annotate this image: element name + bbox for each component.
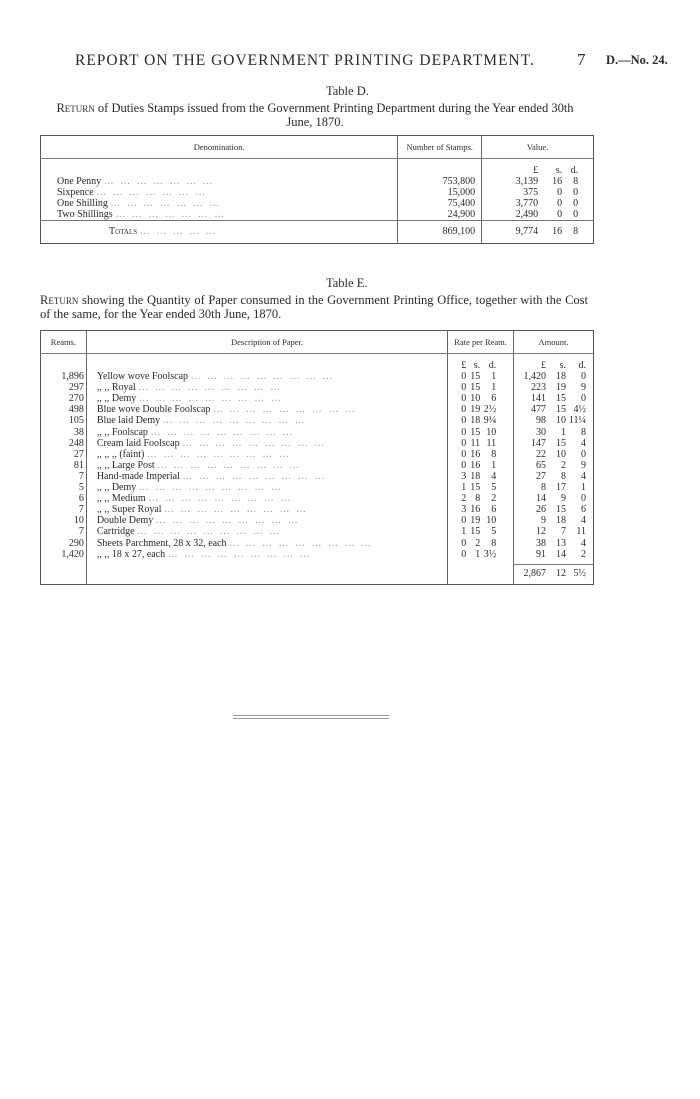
rate-pence: 5: [491, 526, 497, 538]
rate-shillings: 18: [470, 470, 481, 482]
paper-description: Double Demy: [96, 515, 154, 527]
pence: 0: [573, 198, 579, 210]
paper-description: ,, ,, Super Royal: [96, 504, 162, 516]
table-row: One Shilling … … … … … … … 75,400 3,770 0 0: [41, 198, 594, 209]
reams-cell: 7: [78, 526, 84, 538]
rate-shillings: 15: [470, 382, 481, 394]
rate-pounds: 0: [461, 393, 467, 405]
rate-pounds: 0: [461, 448, 467, 460]
rate-pence: 1: [491, 459, 497, 471]
table-row: Sixpence … … … … … … … 15,000 375 0 0: [41, 187, 594, 198]
reams-cell: 81: [73, 459, 84, 471]
rate-pounds: 1: [461, 526, 467, 538]
table-row: Two Shillings … … … … … … … 24,900 2,490 0 0: [41, 209, 594, 221]
unit-pounds: £: [533, 165, 539, 176]
totals-label: Totals: [109, 226, 138, 238]
rate-pounds: 2: [461, 493, 467, 505]
amount-pounds: 26: [536, 504, 547, 516]
table-e-caption: Table E.: [326, 276, 368, 290]
paper-description: Cream laid Foolscap: [96, 437, 180, 449]
unit-pence: d.: [488, 360, 497, 371]
row-number: 15,000: [398, 187, 482, 198]
pence: 0: [573, 187, 579, 199]
rate-pence: 5: [491, 482, 497, 494]
amount-pence: 0: [581, 448, 587, 460]
reams-cell: 270: [68, 393, 84, 405]
rate-pence: 2: [491, 493, 497, 505]
pence: 8: [573, 176, 579, 188]
total-row: [41, 565, 594, 585]
rate-pence: 2½: [483, 404, 497, 416]
page-number: 7: [577, 50, 586, 69]
rate-pence: 6: [491, 504, 497, 516]
amount-pence: 4: [581, 470, 587, 482]
amount-shillings: 10: [556, 415, 567, 427]
unit-shillings: s.: [473, 360, 481, 371]
amount-pounds: 477: [531, 404, 547, 416]
paper-description: Cartridge: [96, 526, 135, 538]
rate-shillings: 16: [470, 459, 481, 471]
row-number: 75,400: [398, 198, 482, 209]
table-d-intro-text: of Duties Stamps issued from the Government Printing Department during the Year ended 30th June, 1870.: [97, 101, 574, 129]
amount-shillings: 18: [556, 371, 567, 383]
reams-cell: 10: [73, 515, 84, 527]
pounds: 2,490: [515, 209, 539, 221]
table-e-body: [41, 371, 594, 560]
row-label: Sixpence: [57, 187, 94, 199]
pence: 8: [573, 226, 579, 238]
unit-pence: d.: [578, 360, 587, 371]
amount-shillings: 8: [561, 470, 567, 482]
amount-shillings: 18: [556, 515, 567, 527]
rate-pence: 3½: [483, 548, 497, 560]
reams-cell: 1,896: [61, 371, 84, 383]
table-d-intro: [52, 101, 578, 129]
reams-cell: 6: [78, 493, 84, 505]
paper-description: ,, ,, Royal: [96, 382, 136, 394]
amount-pence: 0: [581, 493, 587, 505]
table-e-intro-lead: Return: [40, 293, 79, 307]
rate-pence: 1: [491, 382, 497, 394]
table-e-header-reams: Reams.: [41, 331, 87, 354]
rate-shillings: 16: [470, 504, 481, 516]
amount-pounds: 38: [536, 537, 547, 549]
amount-shillings: 14: [556, 548, 567, 560]
rate-pence: 10: [486, 515, 497, 527]
amount-pence: 0: [581, 371, 587, 383]
table-row: 290 Sheets Parchment, 28 x 32, each … … … … … … … … … 0 2 8 38 13 4: [41, 538, 594, 549]
paper-description: Yellow wove Foolscap: [96, 371, 189, 383]
table-row: 297 ,, ,, Royal … … … … … … … … … 0 15 1 223 19 9: [41, 382, 594, 393]
rate-shillings: 15: [470, 426, 481, 438]
table-d-header-denomination: Denomination.: [41, 136, 398, 159]
row-label: One Shilling: [57, 198, 108, 210]
rate-shillings: 15: [470, 526, 481, 538]
amount-pence: 4: [581, 437, 587, 449]
rate-pounds: 0: [461, 548, 467, 560]
table-row: 81 ,, ,, Large Post … … … … … … … … … 0 16 1 65 2 9: [41, 460, 594, 471]
shillings: 0: [557, 209, 563, 221]
amount-pounds: 14: [536, 493, 547, 505]
pence: 5½: [573, 568, 587, 580]
pence: 0: [573, 209, 579, 221]
rate-pounds: 3: [461, 504, 467, 516]
amount-pence: 4: [581, 515, 587, 527]
reams-cell: 297: [68, 382, 84, 394]
amount-shillings: 1: [561, 426, 567, 438]
amount-pounds: 147: [531, 437, 547, 449]
table-row: 498 Blue wove Double Foolscap … … … … … … … … … 0 19 2½ 477 15 4½: [41, 404, 594, 415]
reams-cell: 105: [68, 415, 84, 427]
rate-shillings: 15: [470, 371, 481, 383]
pounds: 3,139: [515, 176, 539, 188]
rate-pence: 8: [491, 537, 497, 549]
totals-row: Totals … … … … … 869,100 9,774 16 8: [41, 221, 594, 243]
rate-shillings: 16: [470, 448, 481, 460]
reams-cell: 27: [73, 448, 84, 460]
reams-cell: 290: [68, 537, 84, 549]
rate-pounds: 0: [461, 437, 467, 449]
paper-description: ,, ,, Demy: [96, 393, 137, 405]
reams-cell: 1,420: [61, 548, 84, 560]
paper-description: Sheets Parchment, 28 x 32, each: [96, 537, 227, 549]
rate-pounds: 0: [461, 537, 467, 549]
rate-pounds: 0: [461, 415, 467, 427]
reams-cell: 248: [68, 437, 84, 449]
amount-pence: 9: [581, 382, 587, 394]
row-label: One Penny: [57, 176, 102, 188]
rate-shillings: 2: [475, 537, 481, 549]
table-e: [40, 330, 594, 585]
paper-description: ,, ,, ,, (faint): [96, 448, 145, 460]
amount-pence: 4½: [573, 404, 587, 416]
amount-shillings: 19: [556, 382, 567, 394]
rate-pence: 9¼: [483, 415, 497, 427]
table-row: 1,896 Yellow wove Foolscap … … … … … … … … … 0 15 1 1,420 18 0: [41, 371, 594, 382]
table-d-header-number: Number of Stamps.: [398, 136, 482, 159]
paper-description: ,, ,, Large Post: [96, 459, 155, 471]
rate-shillings: 19: [470, 404, 481, 416]
rate-pence: 4: [491, 470, 497, 482]
amount-shillings: 15: [556, 393, 567, 405]
shillings: 12: [556, 568, 567, 580]
shillings: 0: [557, 187, 563, 199]
unit-pounds: £: [541, 360, 547, 371]
table-row: 10 Double Demy … … … … … … … … … 0 19 10 9 18 4: [41, 515, 594, 526]
reams-cell: 7: [78, 470, 84, 482]
amount-pounds: 91: [536, 548, 547, 560]
rate-pounds: 0: [461, 371, 467, 383]
reams-cell: 5: [78, 482, 84, 494]
unit-pounds: £: [461, 360, 467, 371]
rate-shillings: 18: [470, 415, 481, 427]
amount-pence: 8: [581, 426, 587, 438]
amount-pence: 11: [576, 526, 587, 538]
amount-shillings: 9: [561, 493, 567, 505]
unit-shillings: s.: [559, 360, 567, 371]
table-d: [40, 135, 594, 244]
pounds: 9,774: [515, 226, 539, 238]
amount-pence: 0: [581, 393, 587, 405]
shillings: 16: [552, 176, 563, 188]
table-row: 270 ,, ,, Demy … … … … … … … … … 0 10 6 141 15 0: [41, 393, 594, 404]
amount-shillings: 7: [561, 526, 567, 538]
table-row: 248 Cream laid Foolscap … … … … … … … … … 0 11 11 147 15 4: [41, 438, 594, 449]
amount-shillings: 17: [556, 482, 567, 494]
rate-pounds: 0: [461, 404, 467, 416]
rate-shillings: 11: [470, 437, 481, 449]
rate-pounds: 0: [461, 382, 467, 394]
amount-shillings: 10: [556, 448, 567, 460]
table-d-intro-lead: Return: [56, 101, 95, 115]
rate-shillings: 8: [475, 493, 481, 505]
reams-cell: 498: [68, 404, 84, 416]
table-row: 27 ,, ,, ,, (faint) … … … … … … … … … 0 16 8 22 10 0: [41, 449, 594, 460]
row-label: Two Shillings: [57, 209, 113, 221]
table-d-caption: Table D.: [326, 84, 369, 98]
amount-pence: 4: [581, 537, 587, 549]
rate-pounds: 3: [461, 470, 467, 482]
rate-shillings: 19: [470, 515, 481, 527]
pounds: 375: [523, 187, 539, 199]
row-number: 753,800: [398, 176, 482, 187]
amount-pounds: 30: [536, 426, 547, 438]
table-row: One Penny … … … … … … … 753,800 3,139 16 8: [41, 176, 594, 187]
rate-pence: 1: [491, 371, 497, 383]
pounds: 3,770: [515, 198, 539, 210]
table-d-header-value: Value.: [482, 136, 594, 159]
amount-pounds: 98: [536, 415, 547, 427]
document-number: D.—No. 24.: [606, 53, 668, 67]
paper-description: ,, ,, Medium: [96, 493, 146, 505]
amount-pence: 1: [581, 482, 587, 494]
amount-pounds: 141: [531, 393, 547, 405]
rate-pence: 8: [491, 448, 497, 460]
table-row: 1,420 ,, ,, 18 x 27, each … … … … … … … … … 0 1 3½ 91 14 2: [41, 549, 594, 560]
amount-pence: 9: [581, 459, 587, 471]
paper-description: Blue laid Demy: [96, 415, 161, 427]
rate-pounds: 0: [461, 459, 467, 471]
unit-shillings: s.: [555, 165, 563, 176]
table-row: 105 Blue laid Demy … … … … … … … … … 0 18 9¼ 98 10 11¼: [41, 415, 594, 426]
table-e-intro-text: showing the Quantity of Paper consumed in the Government Printing Office, together with the Cost of the same, for the Year ended 30th June, 1870.: [40, 293, 589, 321]
pounds: 2,867: [523, 568, 547, 580]
table-e-header-amount: Amount.: [514, 331, 594, 354]
table-e-header-rate: Rate per Ream.: [448, 331, 514, 354]
amount-pounds: 1,420: [523, 371, 547, 383]
table-e-header-description: Description of Paper.: [86, 331, 447, 354]
paper-description: ,, ,, Foolscap: [96, 426, 148, 438]
page-header-title: REPORT ON THE GOVERNMENT PRINTING DEPARTMENT.: [75, 52, 535, 69]
table-row: 7 Hand-made Imperial … … … … … … … … … 3 18 4 27 8 4: [41, 471, 594, 482]
amount-pounds: 27: [536, 470, 547, 482]
amount-pounds: 22: [536, 448, 547, 460]
totals-number: 869,100: [398, 221, 482, 243]
paper-description: Hand-made Imperial: [96, 470, 180, 482]
closing-rule: [233, 715, 389, 719]
rate-pounds: 1: [461, 482, 467, 494]
paper-description: Blue wove Double Foolscap: [96, 404, 211, 416]
amount-pounds: 223: [531, 382, 547, 394]
amount-shillings: 2: [561, 459, 567, 471]
rate-shillings: 1: [475, 548, 481, 560]
amount-pounds: 65: [536, 459, 547, 471]
table-row: 6 ,, ,, Medium … … … … … … … … … 2 8 2 14 9 0: [41, 493, 594, 504]
amount-pounds: 9: [541, 515, 547, 527]
amount-pence: 2: [581, 548, 587, 560]
rate-pence: 10: [486, 426, 497, 438]
rate-pence: 6: [491, 393, 497, 405]
rate-pence: 11: [486, 437, 497, 449]
table-e-intro: [40, 293, 588, 321]
rate-pounds: 0: [461, 426, 467, 438]
shillings: 0: [557, 198, 563, 210]
rate-pounds: 0: [461, 515, 467, 527]
amount-shillings: 15: [556, 404, 567, 416]
unit-pence: d.: [570, 165, 579, 176]
amount-shillings: 15: [556, 437, 567, 449]
amount-pounds: 8: [541, 482, 547, 494]
row-number: 24,900: [398, 209, 482, 221]
table-row: 38 ,, ,, Foolscap … … … … … … … … … 0 15 10 30 1 8: [41, 427, 594, 438]
shillings: 16: [552, 226, 563, 238]
table-row: 7 ,, ,, Super Royal … … … … … … … … … 3 16 6 26 15 6: [41, 504, 594, 515]
rate-shillings: 15: [470, 482, 481, 494]
amount-pence: 11¼: [568, 415, 587, 427]
paper-description: ,, ,, 18 x 27, each: [96, 548, 166, 560]
reams-cell: 7: [78, 504, 84, 516]
amount-shillings: 15: [556, 504, 567, 516]
paper-description: ,, ,, Demy: [96, 482, 137, 494]
reams-cell: 38: [73, 426, 84, 438]
amount-pounds: 12: [536, 526, 547, 538]
amount-pence: 6: [581, 504, 587, 516]
amount-shillings: 13: [556, 537, 567, 549]
rate-shillings: 10: [470, 393, 481, 405]
table-row: 5 ,, ,, Demy … … … … … … … … … 1 15 5 8 17 1: [41, 482, 594, 493]
table-row: 7 Cartridge … … … … … … … … … 1 15 5 12 7 11: [41, 526, 594, 537]
